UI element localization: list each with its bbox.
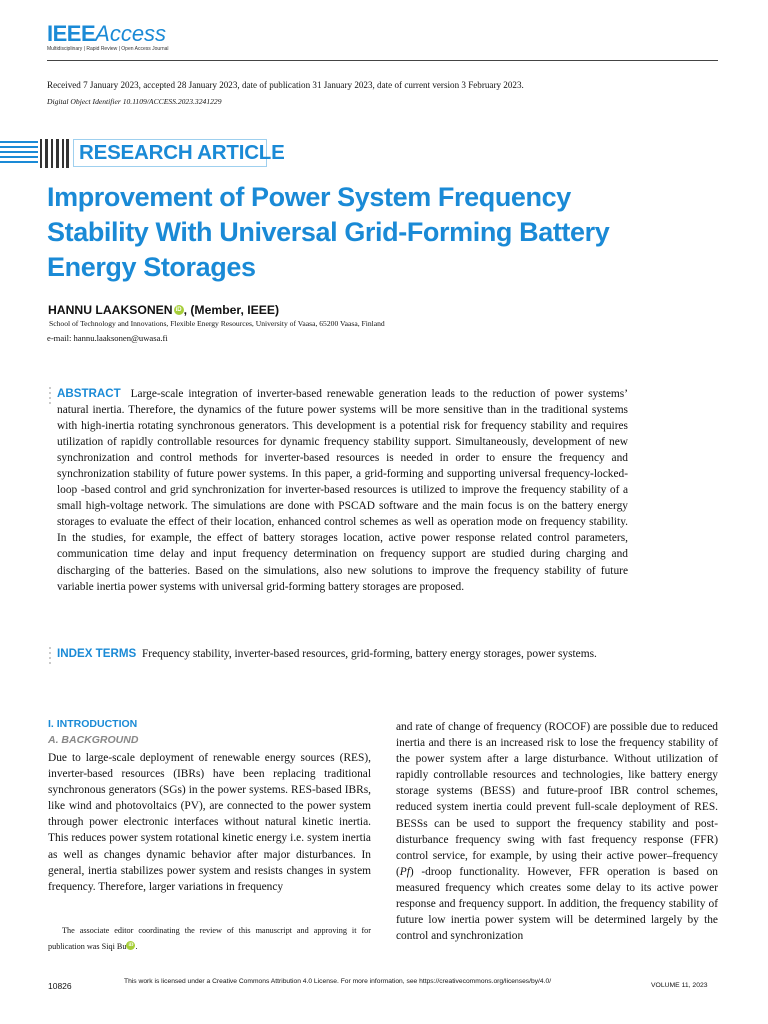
abstract-text: Large-scale integration of inverter-based renewable generation leads to the reduction of power systems’ natural inertia. Therefore, the dynamics of the future power systems will be more sensitive than in the traditional systems with high-inertia rotating synchronous generators. This development is a potential risk for frequency stability and requires utilization of rapidly controllable resources for dynamic frequency stability support. Simultaneously, development of new synchronization and control methods for inverter-based resources is needed in order to ensure the frequency and synchronization stability of future power systems. In this paper, a grid-forming and supporting universal frequency-locked-loop -based control and grid synchronization for inverter-based resources is utilized to improve the frequency stability of a small high-voltage network. The simulations are done with PSCAD software and the main focus is on the battery energy storages to evaluate the effect of their location, enhanced control schemes as well as operation mode on frequency stability. In the studies, for example, the effect of battery storages location, active power response related control parameters, communication time delay and input frequency determination on frequency support are studied during charging and discharging of the batteries. Based on the simulations, also new solutions to improve the frequency stability of future variable inertia power systems with universal grid-forming battery storages are proposed. — [57, 388, 628, 593]
article-type-banner: RESEARCH ARTICLE — [79, 141, 285, 164]
orcid-icon[interactable]: iD — [175, 307, 182, 313]
author-line — [48, 303, 279, 317]
index-terms-marker-icon — [49, 647, 52, 667]
doi-line: Digital Object Identifier 10.1109/ACCESS.2023.3241229 — [47, 97, 222, 106]
index-terms — [57, 646, 628, 662]
journal-logo — [47, 22, 166, 46]
journal-name-bold: IEEE — [47, 21, 96, 46]
license-notice: This work is licensed under a Creative Commons Attribution 4.0 License. For more information, see https://creativecommons.org/licenses/by/4.0/ — [124, 978, 552, 985]
body-right-column — [396, 719, 718, 944]
page-number: 10826 — [48, 981, 72, 991]
author-name: HANNU LAAKSONEN — [48, 303, 173, 317]
abstract-label: ABSTRACT — [57, 387, 121, 400]
right-column-text-1: and rate of change of frequency (ROCOF) are possible due to reduced inertia and there is an increased risk to lose the frequency stability of the power system after a large disturbance. Without utilization of rapidly controllable resources and technologies, like battery energy storage systems (BESS) and future-proof IBR control schemes, reduced system inertia could prevent full-scale deployment of RES. BESSs can be used to support the frequency stability and post-disturbance frequency swing with fast frequency response (FFR) control service, for example, by using their active power–frequency ( — [396, 721, 718, 878]
author-affiliation: School of Technology and Innovations, Flexible Energy Resources, University of Vaasa, 65200 Vaasa, Finland — [49, 319, 385, 328]
paper-title: Improvement of Power System Frequency Stability With Universal Grid-Forming Battery Energy Storages — [47, 182, 610, 282]
abstract-marker-icon — [49, 387, 52, 407]
journal-name-italic: Access — [95, 21, 167, 46]
journal-tagline: Multidisciplinary | Rapid Review | Open Access Journal — [47, 46, 169, 52]
right-column-text-2: ) -droop functionality. However, FFR operation is based on measured frequency which creates some delay to its active power response and frequency support. In addition, the frequency stability of future low inertia power system will be determined largely by the control and synchronization — [396, 865, 718, 943]
author-email: e-mail: hannu.laaksonen@uwasa.fi — [47, 333, 168, 343]
section-heading: I. INTRODUCTION — [48, 718, 138, 730]
editor-footnote: The associate editor coordinating the review of this manuscript and approving it for publication was Siqi Bu iD . — [48, 926, 371, 951]
banner-stripes-icon — [0, 137, 70, 170]
index-terms-text: Frequency stability, inverter-based resources, grid-forming, battery energy storages, power systems. — [141, 648, 597, 660]
body-left-column: Due to large-scale deployment of renewable energy sources (RES), inverter-based resources (IBRs) have been replacing traditional synchronous generators (SGs) in the power systems. RES-based IBRs, like wind and photovoltaics (PV), are connected to the power system through power electronic interfaces without natural kinetic inertia. This reduces power system rotational kinetic energy i.e. system inertia as well as changes dynamic behavior after major disturbances. In general, inertia stabilizes power system and resists changes in system frequency. Therefore, larger variations in frequency — [48, 752, 371, 893]
right-column-pf: Pf — [399, 865, 410, 878]
subsection-heading: A. BACKGROUND — [48, 734, 139, 746]
abstract — [57, 386, 628, 595]
index-terms-label: INDEX TERMS — [57, 647, 137, 660]
volume-info: VOLUME 11, 2023 — [651, 982, 708, 989]
author-membership: , (Member, IEEE) — [183, 303, 280, 317]
orcid-icon[interactable]: iD — [128, 943, 134, 948]
header-divider — [47, 60, 718, 61]
footnote-text: The associate editor coordinating the review of this manuscript and approving it for publication was Siqi Bu — [48, 926, 371, 951]
received-dates: Received 7 January 2023, accepted 28 January 2023, date of publication 31 January 2023, date of current version 3 February 2023. — [47, 80, 524, 90]
